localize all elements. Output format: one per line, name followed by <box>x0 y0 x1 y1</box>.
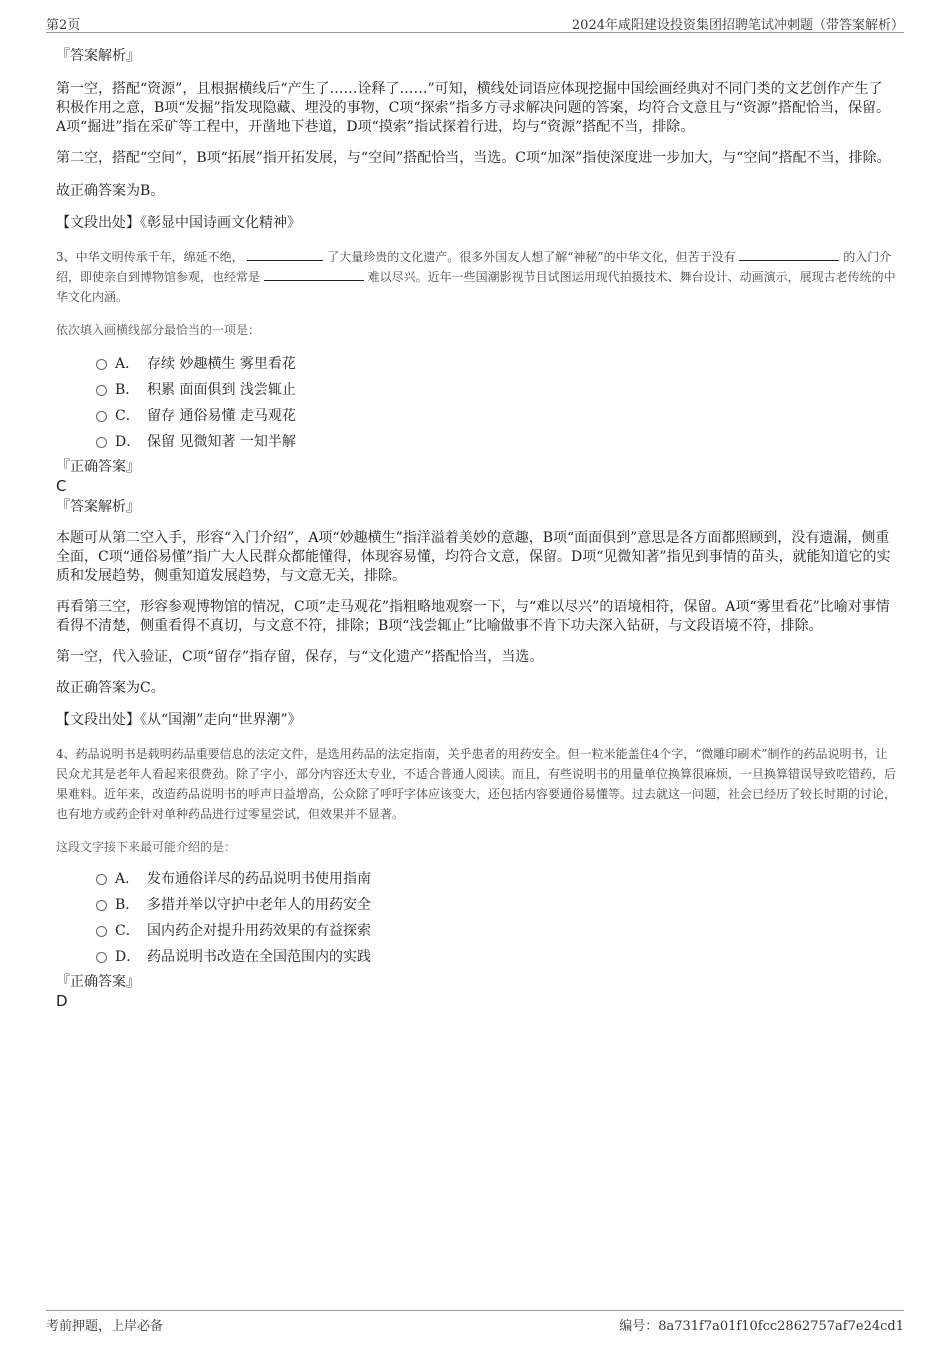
radio-icon[interactable] <box>96 437 107 448</box>
option-text: 多措并举以守护中老年人的用药安全 <box>147 897 371 913</box>
analysis-paragraph: 本题可从第二空入手，形容“入门介绍”，A项“妙趣横生”指洋溢着美妙的意趣，B项“面面俱到”意思是各方面都照顾到，没有遗漏，侧重全面，C项“通俗易懂”指广大人民群众都能懂得，体现容易懂，均符合文意，保留。D项“见微知著”指见到事情的苗头，就能知道它的实质和发展趋势，侧重知道发展趋势，与文意无关，排除。 <box>56 530 891 584</box>
radio-icon[interactable] <box>96 411 107 422</box>
analysis-paragraph: 故正确答案为C。 <box>56 680 165 696</box>
analysis-paragraph: 第二空，搭配“空间”，B项“拓展”指开拓发展，与“空间”搭配恰当，当选。C项“加深”指使深度进一步加大，与“空间”搭配不当，排除。 <box>56 150 891 166</box>
analysis-paragraph: 第一空，代入验证，C项“留存”指存留，保存，与“文化遗产”搭配恰当，当选。 <box>56 649 544 665</box>
fill-blank <box>247 248 323 261</box>
correct-answer: D <box>56 992 68 1010</box>
question-stem: 4、药品说明书是载明药品重要信息的法定文件，是选用药品的法定指南，关乎患者的用药安全。但一粒米能盖住4个字，“微雕印刷术”制作的药品说明书，让民众尤其是老年人看起来很费劲。除了字小，部分内容还太专业，不适合普通人阅读。而且，有些说明书的用量单位换算很麻烦，一旦换算错误导致吃错药，后果难料。近年来，改造药品说明书的呼声日益增高，公众除了呼吁字体应该变大，还包括内容要通俗易懂等。过去就这一问题，社会已经历了较长时期的讨论，也有地方或药企针对单种药品进行过零星尝试，但效果并不显著。 <box>56 747 897 821</box>
question-prompt: 依次填入画横线部分最恰当的一项是： <box>56 323 261 337</box>
page-number: 第2页 <box>46 18 81 33</box>
option-a[interactable] <box>96 351 896 377</box>
source-citation: 【文段出处】《彰显中国诗画文化精神》 <box>56 215 301 231</box>
option-a[interactable] <box>96 866 896 892</box>
analysis-label: 『答案解析』 <box>56 48 140 64</box>
stem-text: 3、中华文明传承千年，绵延不绝， <box>56 250 244 264</box>
correct-answer: C <box>56 477 67 495</box>
page-header <box>46 12 904 33</box>
option-text: 国内药企对提升用药效果的有益探索 <box>147 923 371 939</box>
page-footer <box>46 1310 904 1333</box>
option-text: 药品说明书改造在全国范围内的实践 <box>147 949 371 965</box>
option-text: 积累 面面俱到 浅尝辄止 <box>147 382 296 398</box>
option-c[interactable] <box>96 918 896 944</box>
option-b[interactable] <box>96 377 896 403</box>
fill-blank <box>264 268 364 281</box>
option-letter: D． <box>115 434 141 450</box>
option-list <box>56 866 896 970</box>
option-letter: B． <box>115 897 140 913</box>
option-text: 保留 见微知著 一知半解 <box>147 434 296 450</box>
source-citation: 【文段出处】《从“国潮”走向“世界潮”》 <box>56 712 302 728</box>
option-letter: B． <box>115 382 140 398</box>
page-content <box>56 46 896 1010</box>
option-text: 存续 妙趣横生 雾里看花 <box>147 356 296 372</box>
radio-icon[interactable] <box>96 952 107 963</box>
option-text: 发布通俗详尽的药品说明书使用指南 <box>147 871 371 887</box>
option-letter: A． <box>115 871 140 887</box>
analysis-paragraph: 故正确答案为B。 <box>56 183 165 199</box>
question-stem <box>56 247 896 307</box>
analysis-paragraph: 第一空，搭配“资源”，且根据横线后“产生了……诠释了……”可知，横线处词语应体现挖掘中国绘画经典对不同门类的文艺创作产生了积极作用之意，B项“发掘”指发现隐藏、埋没的事物，C项“探索”指多方寻求解决问题的答案，均符合文意且与“资源”搭配恰当，保留。A项“掘进”指在采矿等工程中，开凿地下巷道，D项“摸索”指试探着行进，均与“资源”搭配不当，排除。 <box>56 81 890 135</box>
stem-text: 了大量珍贵的文化遗产。很多外国友人想了解“神秘”的中华文化，但苦于没有 <box>327 250 736 264</box>
option-letter: C． <box>115 408 140 424</box>
option-text: 留存 通俗易懂 走马观花 <box>147 408 296 424</box>
stem-text: 的入门介绍，即使亲自到博物馆参观，也经常是 <box>56 250 892 284</box>
document-title: 2024年咸阳建设投资集团招聘笔试冲刺题（带答案解析） <box>571 18 904 33</box>
footer-slogan: 考前押题，上岸必备 <box>46 1319 164 1334</box>
radio-icon[interactable] <box>96 874 107 885</box>
answer-label: 『正确答案』 <box>56 974 140 990</box>
option-list <box>56 351 896 455</box>
radio-icon[interactable] <box>96 385 107 396</box>
option-c[interactable] <box>96 403 896 429</box>
option-b[interactable] <box>96 892 896 918</box>
answer-label: 『正确答案』 <box>56 459 140 475</box>
option-letter: C． <box>115 923 140 939</box>
question-prompt: 这段文字接下来最可能介绍的是： <box>56 840 237 854</box>
document-id: 编号：8a731f7a01f10fcc2862757af7e24cd1 <box>619 1319 904 1334</box>
option-letter: D． <box>115 949 141 965</box>
option-letter: A． <box>115 356 140 372</box>
analysis-paragraph: 再看第三空，形容参观博物馆的情况，C项“走马观花”指粗略地观察一下，与“难以尽兴”的语境相符，保留。A项“雾里看花”比喻对事情看得不清楚，侧重看得不真切，与文意不符，排除；B项“浅尝辄止”比喻做事不肯下功夫深入钻研，与文段语境不符，排除。 <box>56 599 890 634</box>
radio-icon[interactable] <box>96 359 107 370</box>
radio-icon[interactable] <box>96 900 107 911</box>
fill-blank <box>739 248 839 261</box>
radio-icon[interactable] <box>96 926 107 937</box>
analysis-label: 『答案解析』 <box>56 499 140 515</box>
option-d[interactable] <box>96 944 896 970</box>
option-d[interactable] <box>96 429 896 455</box>
stem-text: 难以尽兴。近年一些国潮影视节目试图运用现代拍摄技术、舞台设计、动画演示，展现古老传统的中华文化内涵。 <box>56 270 896 304</box>
